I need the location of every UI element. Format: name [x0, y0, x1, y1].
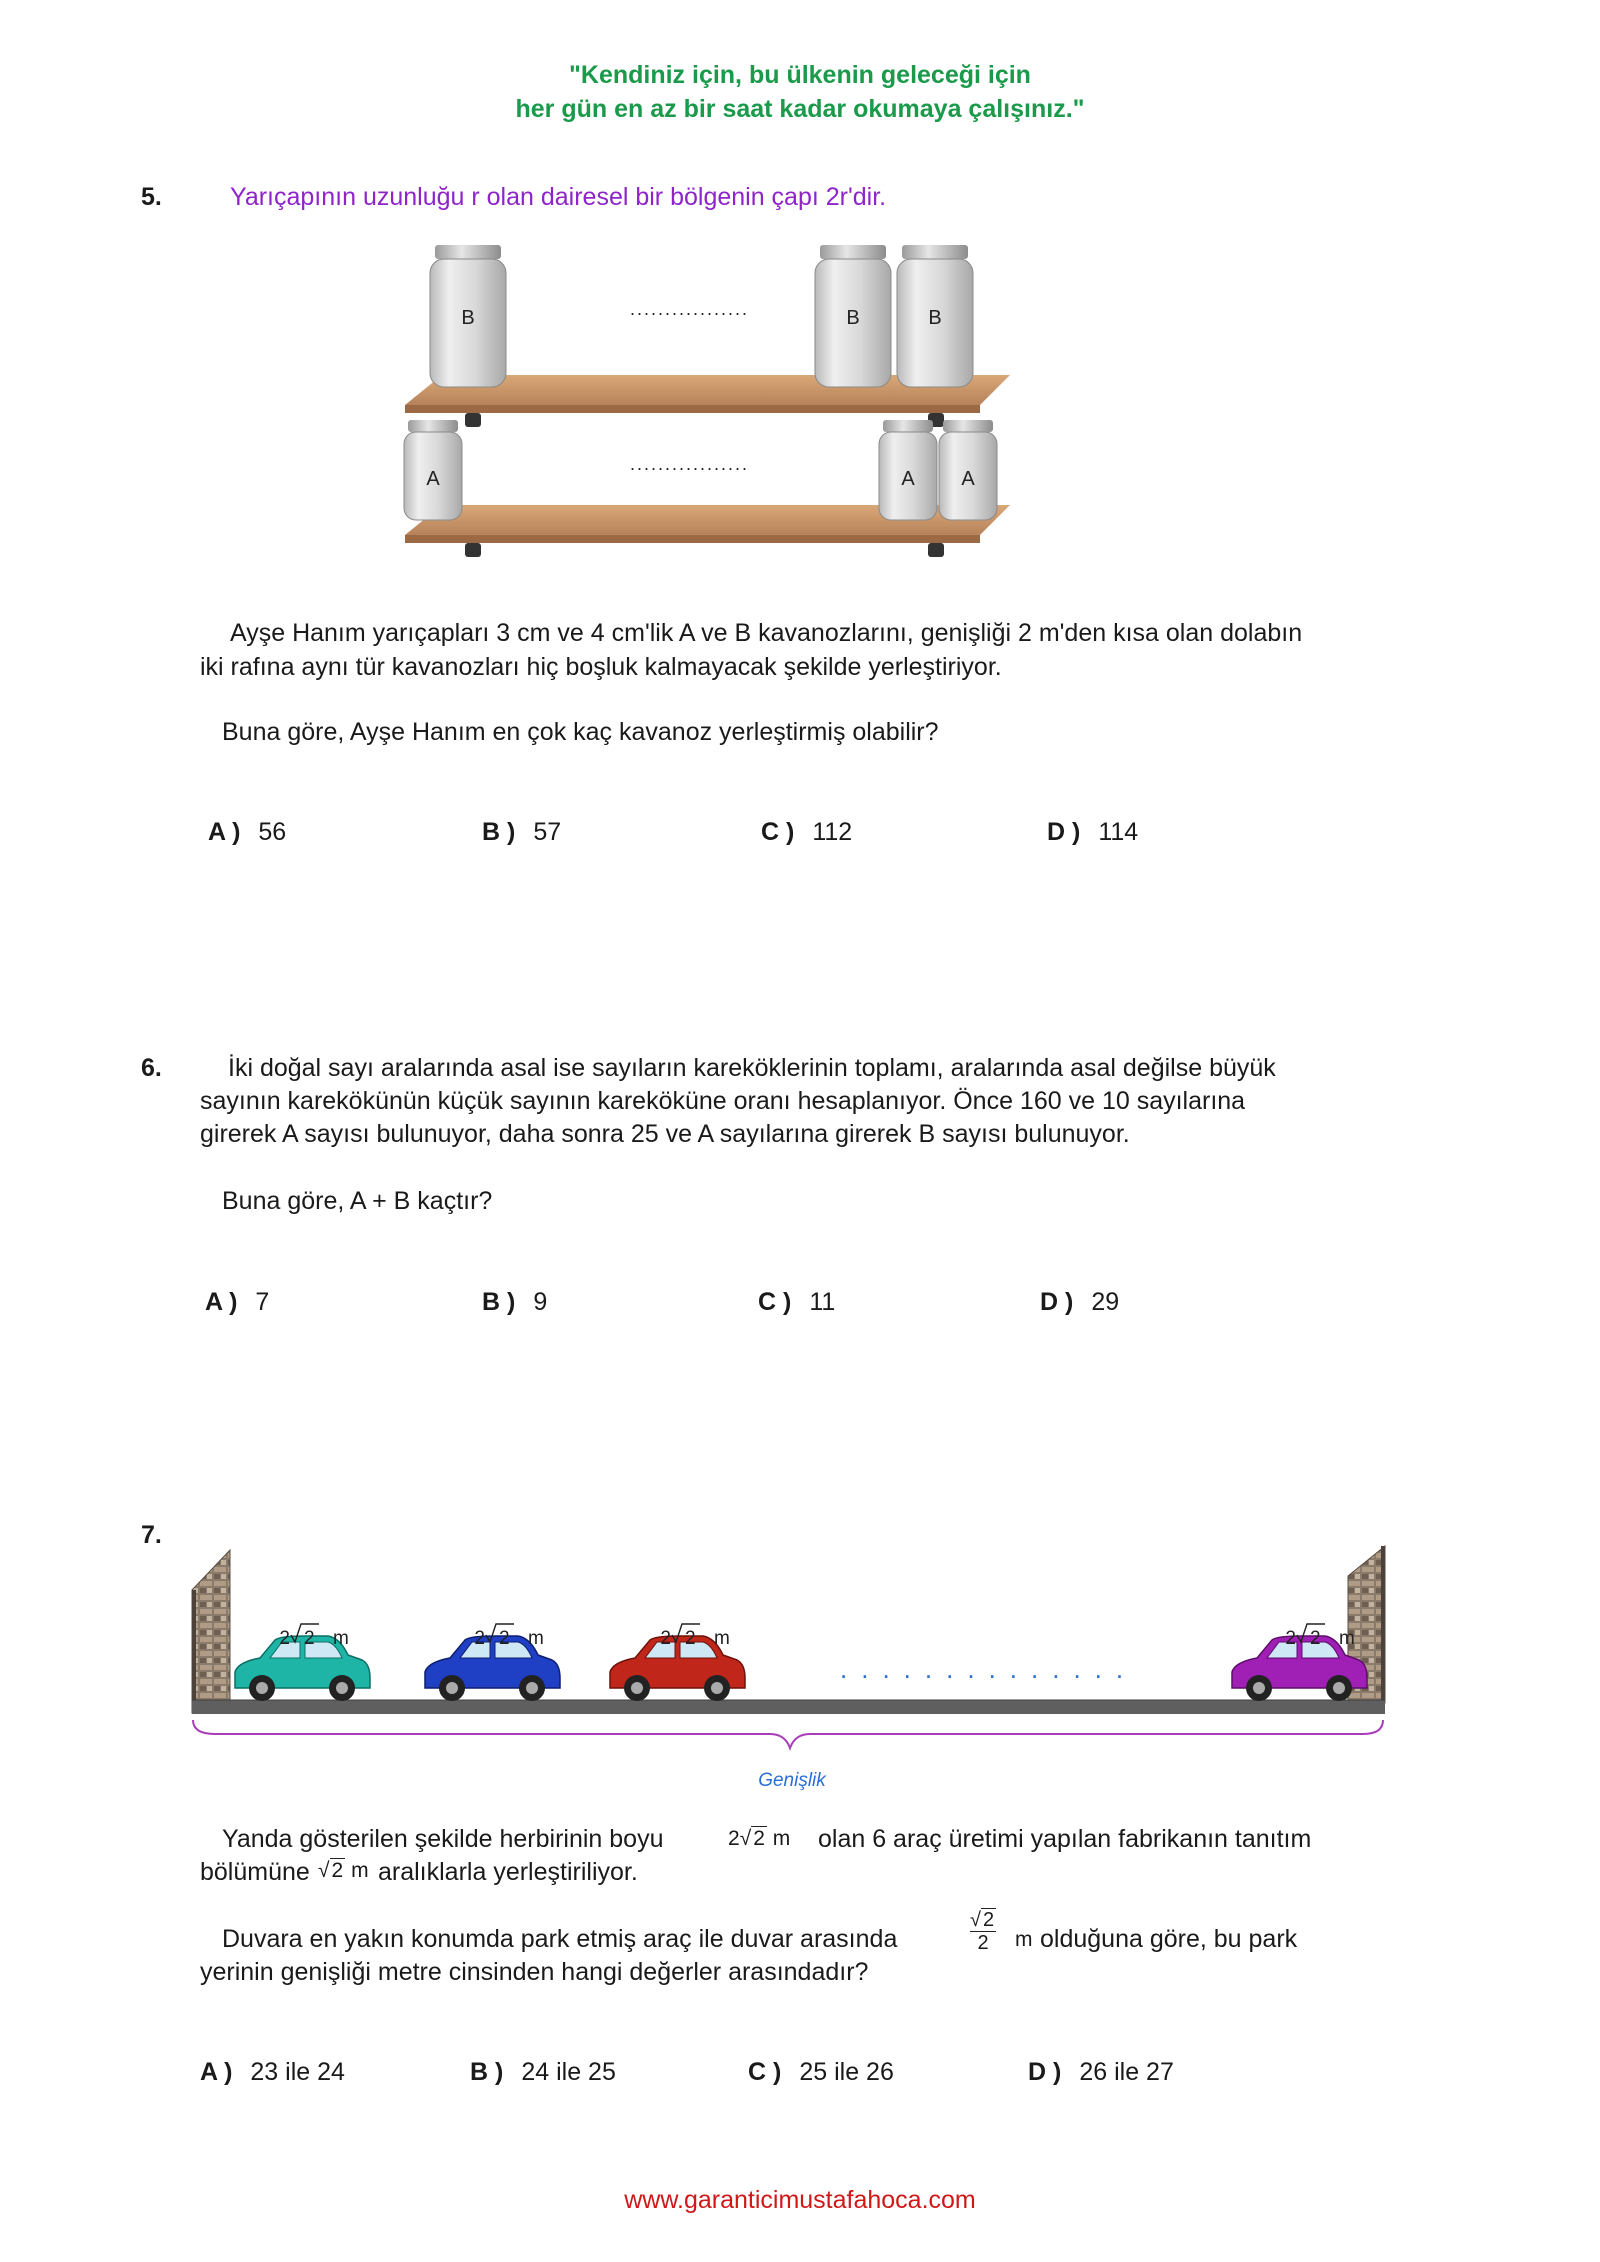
option-value: 29: [1091, 1288, 1120, 1316]
question-7-fraction-unit: m: [1015, 1928, 1033, 1951]
top-shelf-edge: [405, 405, 980, 413]
motto-line-1: "Kendiniz için, bu ülkenin geleceği için: [569, 61, 1031, 89]
svg-text:2: 2: [474, 1628, 485, 1649]
option-value: 11: [809, 1288, 836, 1316]
svg-text:2: 2: [1285, 1628, 1296, 1649]
jar-b-3-label: B: [928, 307, 942, 329]
question-5-note: Yarıçapının uzunluğu r olan dairesel bir bölgenin çapı 2r'dir.: [230, 183, 887, 211]
question-5-number: 5.: [141, 183, 162, 211]
bottom-shelf-bracket-left: [465, 543, 481, 557]
parking-figure: [185, 1538, 1405, 1808]
question-5-body-line-1: Ayşe Hanım yarıçapları 3 cm ve 4 cm'lik A ve B kavanozlarını, genişliği 2 m'den kısa olan dolabın: [230, 619, 1303, 647]
svg-text:2: 2: [499, 1628, 510, 1649]
question-5-option-d[interactable]: [1047, 818, 1138, 847]
question-6-body-line-1: İki doğal sayı aralarında asal ise sayıların kareköklerinin toplamı, aralarında asal değilse büyük: [228, 1054, 1276, 1082]
sqrt-sign-icon: √: [739, 1827, 752, 1850]
radicand: 2: [753, 1827, 765, 1850]
top-shelf-ellipsis: .................: [630, 299, 750, 319]
option-value: 25 ile 26: [799, 2058, 894, 2086]
width-brace: [193, 1720, 1383, 1748]
option-value: 26 ile 27: [1079, 2058, 1174, 2086]
question-6-option-a[interactable]: [205, 1288, 269, 1317]
jar-b-2-label: B: [846, 307, 860, 329]
svg-text:2: 2: [685, 1628, 696, 1649]
unit: m: [772, 1827, 791, 1850]
question-5-option-a[interactable]: [208, 818, 286, 847]
bottom-shelf-bracket-right: [928, 543, 944, 557]
option-value: 23 ile 24: [250, 2058, 345, 2086]
jar-a-2: [879, 420, 937, 520]
sqrt-sign-icon: √: [318, 1859, 330, 1882]
option-label: C ): [761, 818, 795, 846]
svg-text:2: 2: [279, 1628, 290, 1649]
option-value: 112: [812, 818, 853, 846]
option-label: A ): [205, 1288, 238, 1316]
question-7-option-a[interactable]: [200, 2058, 345, 2087]
car-1-length-label: [279, 1624, 348, 1649]
option-label: D ): [1047, 818, 1081, 846]
question-5-option-c[interactable]: [761, 818, 852, 847]
option-value: 114: [1098, 818, 1139, 846]
jar-a-1: [404, 420, 462, 520]
question-7-option-c[interactable]: [748, 2058, 894, 2087]
bottom-shelf-ellipsis: .................: [630, 454, 750, 474]
svg-text:2: 2: [660, 1628, 671, 1649]
question-6-body-line-3: girerek A sayısı bulunuyor, daha sonra 25 ve A sayılarına girerek B sayısı bulunuyor.: [200, 1120, 1130, 1148]
question-7-number: 7.: [141, 1521, 162, 1549]
question-7-option-b[interactable]: [470, 2058, 616, 2087]
width-label: Genişlik: [758, 1770, 826, 1791]
option-value: 9: [533, 1288, 548, 1316]
car-3-length-label: [660, 1624, 729, 1649]
question-7-body-line-3a: Duvara en yakın konumda park etmiş araç ile duvar arasında: [222, 1925, 898, 1953]
question-7-body-line-2b: aralıklarla yerleştiriliyor.: [378, 1858, 638, 1886]
option-label: A ): [200, 2058, 233, 2086]
question-5-option-b[interactable]: [482, 818, 561, 847]
svg-text:m: m: [714, 1628, 730, 1649]
svg-text:2: 2: [1310, 1628, 1321, 1649]
question-6-option-b[interactable]: [482, 1288, 547, 1317]
jar-a-3-label: A: [961, 468, 975, 490]
option-label: B ): [482, 1288, 516, 1316]
option-label: A ): [208, 818, 241, 846]
radicand: 2: [331, 1859, 344, 1882]
car-2-length-label: [474, 1624, 543, 1649]
option-label: B ): [482, 818, 516, 846]
option-label: B ): [470, 2058, 504, 2086]
svg-text:2: 2: [304, 1628, 315, 1649]
svg-text:m: m: [1339, 1628, 1355, 1649]
question-7-car-length-expression: [728, 1826, 790, 1851]
question-7-gap-expression: [318, 1858, 369, 1883]
left-wall: [192, 1550, 230, 1713]
cars-ellipsis: ..............: [840, 1654, 1138, 1684]
question-6-option-d[interactable]: [1040, 1288, 1119, 1317]
jar-b-3: [897, 245, 973, 387]
question-6-option-c[interactable]: [758, 1288, 835, 1317]
question-5-question: Buna göre, Ayşe Hanım en çok kaç kavanoz yerleştirmiş olabilir?: [222, 718, 939, 746]
question-6-number: 6.: [141, 1054, 162, 1082]
numerator-radicand: 2: [982, 1909, 995, 1931]
bottom-shelf-edge: [405, 535, 980, 543]
option-label: D ): [1028, 2058, 1062, 2086]
option-value: 7: [255, 1288, 270, 1316]
question-7-body-line-1b: olan 6 araç üretimi yapılan fabrikanın tanıtım: [818, 1825, 1312, 1853]
jar-b-2: [815, 245, 891, 387]
svg-text:m: m: [333, 1628, 349, 1649]
option-label: C ): [748, 2058, 782, 2086]
question-7-fraction: [970, 1908, 996, 1954]
option-value: 57: [533, 818, 562, 846]
jar-a-1-label: A: [426, 468, 440, 490]
coef: 2: [728, 1827, 740, 1850]
car-4-length-label: [1285, 1624, 1354, 1649]
jars-on-shelves-figure: [380, 240, 1020, 570]
jar-b-1: [430, 245, 506, 387]
road: [192, 1700, 1385, 1714]
top-shelf-bracket-left: [465, 413, 481, 427]
question-6-question: Buna göre, A + B kaçtır?: [222, 1187, 493, 1215]
svg-text:m: m: [528, 1628, 544, 1649]
question-7-body-line-3b: olduğuna göre, bu park: [1040, 1925, 1298, 1953]
sqrt-sign-icon: √: [970, 1909, 981, 1931]
jar-b-1-label: B: [461, 307, 475, 329]
option-value: 24 ile 25: [521, 2058, 616, 2086]
question-7-body-line-1a: Yanda gösterilen şekilde herbirinin boyu: [222, 1825, 664, 1853]
option-label: C ): [758, 1288, 792, 1316]
question-6-body-line-2: sayının karekökünün küçük sayının kareköküne oranı hesaplanıyor. Önce 160 ve 10 sayılarına: [200, 1087, 1246, 1115]
unit: m: [351, 1859, 369, 1882]
question-7-body-line-2a: bölümüne: [200, 1858, 310, 1886]
question-7-body-line-4: yerinin genişliği metre cinsinden hangi değerler arasındadır?: [200, 1958, 869, 1986]
question-7-option-d[interactable]: [1028, 2058, 1174, 2087]
footer-website-link[interactable]: www.garanticimustafahoca.com: [624, 2186, 976, 2214]
option-value: 56: [258, 818, 287, 846]
jar-a-3: [939, 420, 997, 520]
option-label: D ): [1040, 1288, 1074, 1316]
car-1: [235, 1636, 370, 1701]
question-5-body-line-2: iki rafına aynı tür kavanozları hiç boşluk kalmayacak şekilde yerleştiriyor.: [200, 653, 1002, 681]
denominator: 2: [977, 1932, 989, 1954]
jar-a-2-label: A: [901, 468, 915, 490]
motto-line-2: her gün en az bir saat kadar okumaya çalışınız.": [515, 95, 1085, 123]
